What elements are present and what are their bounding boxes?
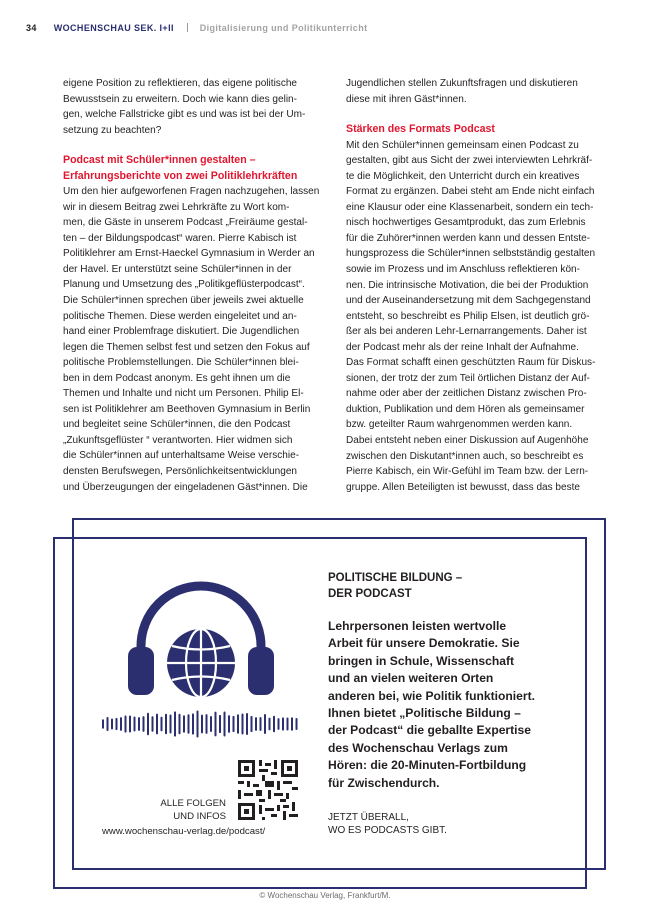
page-number: 34 bbox=[26, 23, 37, 33]
soundwave-bar bbox=[206, 714, 208, 734]
soundwave-bar bbox=[224, 712, 226, 737]
soundwave-bar bbox=[282, 717, 284, 730]
text-line: politische Themen. Diese werden eingeleitet und an- bbox=[63, 310, 297, 322]
text-line: wir in diesem Beitrag zwei Lehrkräfte zu Wort kom- bbox=[63, 201, 290, 213]
section-heading-podcast-erfahrungsberichte bbox=[63, 153, 325, 184]
soundwave-bar bbox=[120, 717, 122, 731]
soundwave-bar bbox=[143, 716, 145, 732]
text-line: sen ist Politiklehrer am Beethoven Gymnasium in Berlin bbox=[63, 403, 311, 415]
text-line: ten – der Bildungspodcast“ waren. Pierre Kabisch ist bbox=[63, 232, 297, 244]
title-line: POLITISCHE BILDUNG – bbox=[328, 572, 463, 584]
soundwave-bar bbox=[255, 717, 257, 731]
globe-icon bbox=[167, 629, 235, 697]
section-heading-staerken: Stärken des Formats Podcast bbox=[346, 123, 495, 136]
soundwave-bar bbox=[278, 718, 280, 730]
text-line: nisch hochwertiges Gesamtprodukt, das zum Erlebnis bbox=[346, 217, 586, 229]
description-line: der Podcast“ die geballte Expertise bbox=[328, 723, 531, 738]
issue-topic: Digitalisierung und Politikunterricht bbox=[199, 23, 368, 33]
soundwave-bar bbox=[134, 716, 136, 731]
description-line: und an vielen weiteren Orten bbox=[328, 671, 494, 686]
copyright-footer: © Wochenschau Verlag, Frankfurt/M. bbox=[259, 891, 391, 900]
text-line: gruppe. Allen Beteiligten ist bewusst, dass das beste bbox=[346, 481, 581, 493]
text-line: entsteht, so beschreibt es Philip Elsen, ist deutlich grö- bbox=[346, 310, 590, 322]
description-line: bringen in Schule, Wissenschaft bbox=[328, 653, 515, 668]
soundwave-bar bbox=[147, 713, 149, 736]
soundwave-bar bbox=[125, 715, 127, 732]
text-line: Die Schüler*innen sprechen über jeweils zwei aktuelle bbox=[63, 295, 304, 307]
text-line: politische Problemstellungen. Die Schüler*innen blei- bbox=[63, 357, 299, 369]
left-intro-paragraph bbox=[63, 76, 325, 138]
soundwave-bar bbox=[161, 717, 163, 732]
soundwave-bar bbox=[264, 714, 266, 734]
left-body-paragraph bbox=[63, 184, 325, 495]
text-line: sionen, der trotz der zum Teil örtlichen Distanz der Auf- bbox=[346, 372, 590, 384]
text-line: nahme oder aber der zeitlichen Distanz zwischen Pro- bbox=[346, 388, 587, 400]
text-line: Pierre Kabisch, ein Wir-Gefühl im Team bzw. der Lern- bbox=[346, 466, 589, 478]
soundwave-bar bbox=[156, 714, 158, 735]
text-line: Bewusstsein zu erweitern. Doch wie kann dies gelin- bbox=[63, 93, 297, 105]
text-line: eigene Position zu reflektieren, das eigene politische bbox=[63, 78, 298, 89]
text-line: hungsprozess die Schüler*innen selbstständig gestalten bbox=[346, 248, 596, 260]
text-line: te die Möglichkeit, den Unterricht durch ein kreatives bbox=[346, 170, 580, 182]
text-line: die Schüler*innen auf unterhaltsame Weise verschie- bbox=[63, 450, 300, 462]
text-line: duktion, Publikation und dem Hören als gemeinsamer bbox=[346, 403, 585, 415]
description-line: Hören: die 20-Minuten-Fortbildung bbox=[328, 758, 527, 773]
header-divider bbox=[187, 23, 188, 32]
text-line: ßer als bei anderen Lehr-Lernarrangements. Daher ist bbox=[346, 326, 587, 338]
headphones-globe-soundwave-icon bbox=[96, 561, 306, 751]
text-line: men, die Gäste in unserem Podcast „Freiräume gestal- bbox=[63, 217, 308, 229]
text-line: für die Zuhörer*innen werden kann und dessen Entste- bbox=[346, 232, 591, 244]
text-line: der Podcast mehr als der reine Inhalt der Aufnahme. bbox=[346, 341, 579, 353]
text-line: zwischen den Diskutant*innen auch, so beschreibt es bbox=[346, 450, 584, 462]
soundwave-bar bbox=[107, 717, 109, 731]
text-line: bzw. geteilter Raum wahrgenommen werden kann. bbox=[346, 419, 573, 431]
follow-info-label bbox=[160, 797, 226, 823]
soundwave-bar bbox=[102, 719, 104, 729]
podcast-title bbox=[328, 570, 462, 602]
cta-line: JETZT ÜBERALL, bbox=[328, 812, 409, 823]
description-line: anderen bei, wie Politik funktioniert. bbox=[328, 688, 535, 703]
soundwave-bar bbox=[269, 718, 271, 731]
text-line: sowie im Prozess und im Anschluss reflektieren kön- bbox=[346, 263, 580, 275]
description-line: des Wochenschau Verlags zum bbox=[328, 740, 508, 755]
text-line: und der Auseinandersetzung mit dem Sachgegenstand bbox=[346, 295, 591, 307]
text-line: diese mit ihren Gäst*innen. bbox=[346, 93, 467, 105]
text-line: hand einer Problemfrage diskutiert. Die Jugendlichen bbox=[63, 326, 300, 338]
soundwave-bar bbox=[237, 714, 239, 733]
text-line: legen die Themen selbst fest und setzen den Fokus auf bbox=[63, 341, 310, 353]
text-line: Um den hier aufgeworfenen Fragen nachzugehen, lassen bbox=[63, 186, 320, 198]
text-line: „Zukunftsgeflüster “ verantworten. Hier widmen sich bbox=[63, 434, 293, 446]
soundwave-bar bbox=[251, 716, 253, 732]
soundwave-bar bbox=[174, 711, 176, 736]
text-line: Dabei entsteht neben einer Diskussion auf Augenhöhe bbox=[346, 434, 589, 446]
page-header bbox=[26, 23, 368, 33]
podcast-call-to-action bbox=[328, 811, 447, 837]
soundwave-bar bbox=[188, 714, 190, 734]
text-line: Jugendlichen stellen Zukunftsfragen und diskutieren bbox=[346, 78, 578, 89]
text-line: der Havel. Er unterstützt seine Schüler*innen in der bbox=[63, 263, 292, 275]
soundwave-bar bbox=[242, 714, 244, 735]
soundwave-bar bbox=[291, 717, 293, 731]
text-line: gen, welche Fallstricke gibt es und was ist bei der Um- bbox=[63, 109, 306, 121]
text-line: Politiklehrer am Ernst-Haeckel Gymnasium in Werder an bbox=[63, 248, 315, 260]
cta-line: WO ES PODCASTS GIBT. bbox=[328, 825, 447, 836]
heading-line: Podcast mit Schüler*innen gestalten – bbox=[63, 154, 256, 167]
text-line: und Überzeugungen der eingeladenen Gäst*innen. Die bbox=[63, 481, 308, 493]
soundwave-bar bbox=[210, 716, 212, 732]
soundwave-bar bbox=[201, 715, 203, 734]
soundwave-bar bbox=[287, 718, 289, 731]
right-earcup-shape bbox=[248, 647, 274, 695]
soundwave-shape bbox=[102, 711, 298, 738]
soundwave-bar bbox=[129, 716, 131, 733]
text-line: gestalten, gibt aus Sicht der zwei interviewten Lehrkräf- bbox=[346, 155, 593, 167]
soundwave-bar bbox=[296, 718, 298, 730]
right-intro-paragraph bbox=[346, 76, 611, 107]
soundwave-bar bbox=[192, 713, 194, 734]
description-line: Lehrpersonen leisten wertvolle bbox=[328, 619, 507, 633]
soundwave-bar bbox=[138, 717, 140, 731]
text-line: densten Berufswegen, Persönlichkeitsentwicklungen bbox=[63, 466, 298, 478]
title-line: DER PODCAST bbox=[328, 588, 412, 600]
description-line: für Zwischendurch. bbox=[328, 775, 440, 790]
left-column bbox=[63, 76, 325, 495]
description-line: Arbeit für unsere Demokratie. Sie bbox=[328, 636, 520, 651]
podcast-url-link[interactable]: www.wochenschau-verlag.de/podcast/ bbox=[102, 826, 266, 837]
text-line: Mit den Schüler*innen gemeinsam einen Podcast zu bbox=[346, 139, 579, 151]
text-line: Das Format schafft einen geschützten Raum für Diskus- bbox=[346, 357, 596, 369]
soundwave-bar bbox=[170, 715, 172, 734]
left-earcup-shape bbox=[128, 647, 154, 695]
follow-line: ALLE FOLGEN bbox=[160, 798, 226, 809]
soundwave-bar bbox=[152, 716, 154, 732]
soundwave-bar bbox=[228, 715, 230, 733]
follow-line: UND INFOS bbox=[173, 811, 226, 823]
text-line: setzung zu beachten? bbox=[63, 124, 162, 136]
text-line: und begleitet seine Schüler*innen, die den Podcast bbox=[63, 419, 291, 431]
description-line: Ihnen bietet „Politische Bildung – bbox=[328, 706, 521, 721]
right-column bbox=[346, 76, 611, 495]
heading-line: Erfahrungsberichte von zwei Politiklehrkräften bbox=[63, 169, 298, 182]
right-body-paragraph bbox=[346, 138, 611, 496]
text-line: Planung und Umsetzung des „Politikgeflüsterpodcast“. bbox=[63, 279, 305, 291]
soundwave-bar bbox=[260, 717, 262, 731]
qr-code-icon[interactable] bbox=[238, 760, 298, 820]
text-line: Format zu ergänzen. Dabei steht am Ende nicht einfach bbox=[346, 186, 595, 198]
soundwave-bar bbox=[183, 715, 185, 732]
podcast-description bbox=[328, 618, 535, 792]
soundwave-bar bbox=[111, 719, 113, 730]
text-line: ben in dem Podcast anonym. Es geht ihnen um die bbox=[63, 372, 291, 384]
soundwave-bar bbox=[233, 716, 235, 732]
soundwave-bar bbox=[179, 714, 181, 734]
soundwave-bar bbox=[215, 712, 217, 737]
soundwave-bar bbox=[197, 711, 199, 738]
text-line: eine Klausur oder eine Klassenarbeit, sondern ein tech- bbox=[346, 201, 594, 213]
soundwave-bar bbox=[246, 713, 248, 735]
journal-brand: WOCHENSCHAU SEK. I+II bbox=[53, 23, 174, 33]
soundwave-bar bbox=[273, 716, 275, 733]
soundwave-bar bbox=[165, 714, 167, 735]
text-line: nen. Die intrinsische Motivation, die bei der Produktion bbox=[346, 279, 589, 291]
soundwave-bar bbox=[116, 718, 118, 730]
soundwave-bar bbox=[219, 715, 221, 733]
text-line: Themen und Inhalte und nicht um Personen. Philip El- bbox=[63, 388, 304, 400]
